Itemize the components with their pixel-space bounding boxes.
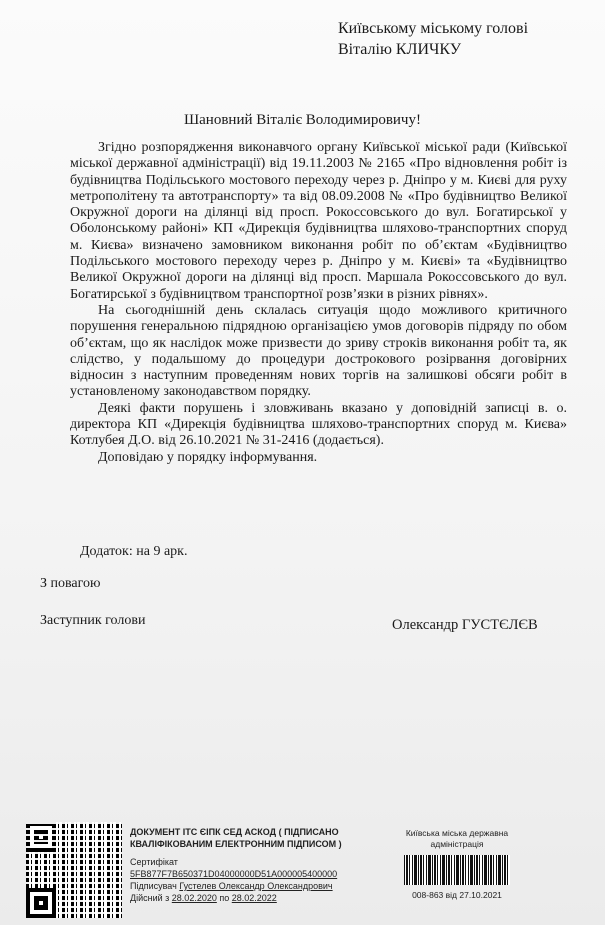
closing-regards: З повагою (40, 576, 101, 591)
barcode-icon (404, 855, 510, 885)
stamp-valid-to-label: по (219, 893, 230, 903)
addressee-line-1: Київському міському голові (338, 20, 529, 37)
stamp-signer-row (130, 880, 380, 892)
signer-name: Олександр ГУСТЄЛЄВ (392, 617, 538, 633)
stamp-valid-label: Дійсний з (130, 893, 170, 903)
e-signature-stamp (130, 826, 380, 904)
stamp-signer-label: Підписувач (130, 881, 177, 891)
stamp-signer-value: Густелев Олександр Олександрович (179, 881, 333, 891)
addressee-block (338, 18, 528, 60)
registration-org-line-1: Київська міська державна (405, 828, 509, 838)
stamp-header-1: ДОКУМЕНТ ІТС ЄІПК СЕД АСКОД ( ПІДПИСАНО (130, 827, 339, 837)
registration-number: 008-863 від 27.10.2021 (412, 890, 502, 900)
stamp-cert-value: 5FB877F7B650371D04000000D51A000005400000 (130, 869, 338, 879)
registration-org-line-2: адміністрація (430, 839, 484, 849)
stamp-validity-row (130, 892, 380, 904)
attachment-note: Додаток: на 9 арк. (80, 544, 188, 559)
signer-title: Заступник голови (40, 613, 146, 628)
letter-body (70, 140, 567, 466)
stamp-cert-label: Сертифікат (130, 857, 178, 867)
stamp-valid-from: 28.02.2020 (171, 893, 217, 903)
stamp-header-2: КВАЛІФІКОВАНИМ ЕЛЕКТРОННИМ ПІДПИСОМ ) (130, 839, 342, 849)
paragraph-2: На сьогоднішній день склалась ситуація щодо можливого критичного порушення генеральною підрядною організацією умов договорів підряду по обом об’єктам, що як наслідок може призвести до зриву строків виконання робіт та, як слідство, у подальшому до процедури дострокового розірвання договірних відносин з наступним проведенням нових торгів на залишкові обсяги робіт в установленому законодавством порядку. (70, 302, 567, 400)
qr-code-icon (26, 822, 122, 918)
paragraph-3: Деякі факти порушень і зловживань вказано у доповідній записці в. о. директора КП «Дирекція будівництва шляхово-транспортних споруд м. Києва» Котлубея Д.О. від 26.10.2021 № 31-2416 (додається). (70, 400, 567, 449)
paragraph-1: Згідно розпорядження виконавчого органу Київської міської ради (Київської міської державної адміністрації) від 19.11.2003 № 2165 «Про відновлення робіт із будівництва Подільського мостового переходу через р. Дніпро у м. Києві для руху метрополітену та автотранспорту» та від 08.09.2008 № «Про будівництво Великої Окружної дороги на ділянці від просп. Рокоссовського до вул. Богатирської у Оболонському районі» КП «Дирекція будівництва шляхово-транспортних споруд м. Києва» визначено замовником виконання робіт по об’єктам «Будівництво Подільського мостового переходу через р. Дніпро у м. Києві» та «Будівництво Великої Окружної дороги на ділянці від просп. Маршала Рокоссовського до вул. Богатирської з будівництвом транспортної розв’язки в різних рівнях». (70, 140, 567, 302)
registration-org (398, 828, 516, 850)
greeting: Шановний Віталіє Володимировичу! (184, 112, 421, 128)
stamp-valid-to: 28.02.2022 (231, 893, 277, 903)
paragraph-4: Доповідаю у порядку інформування. (98, 449, 318, 465)
addressee-line-2: Віталію КЛИЧКУ (338, 41, 462, 58)
